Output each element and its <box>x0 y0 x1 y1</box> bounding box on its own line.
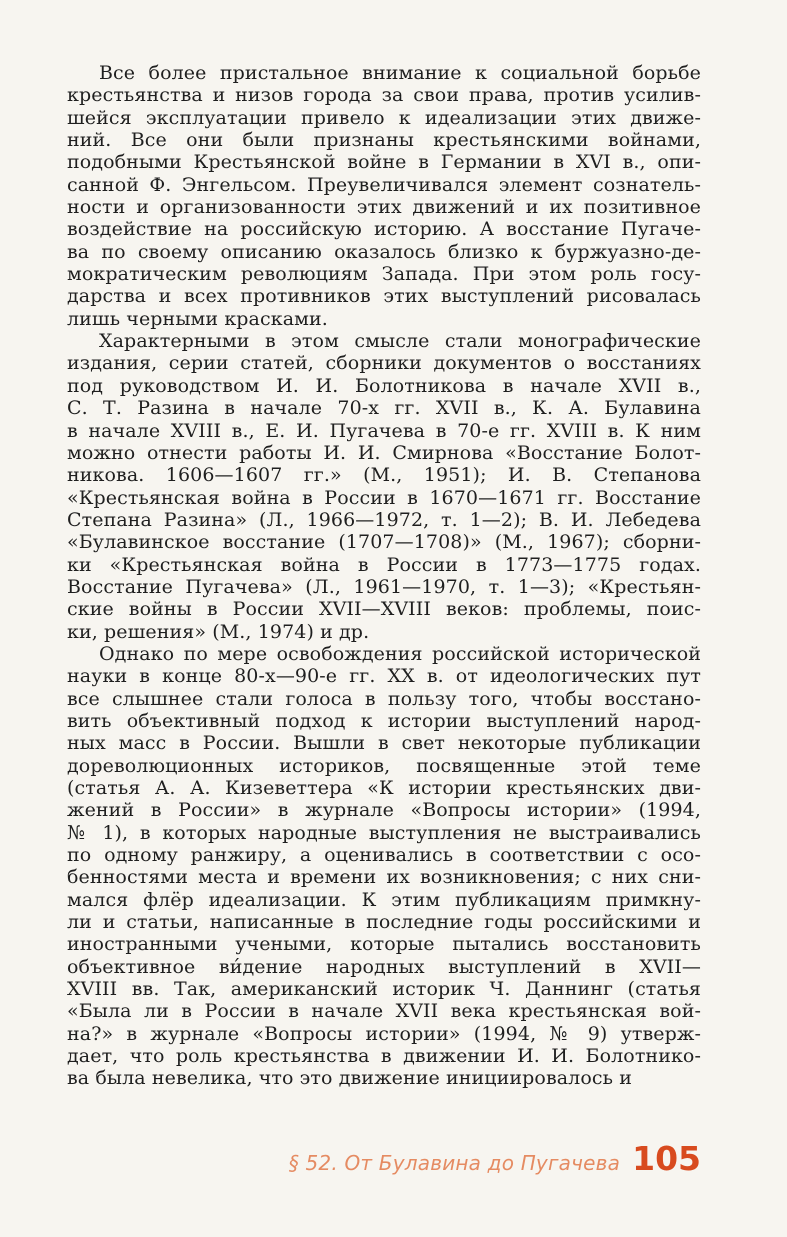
text-line: № 1), в которых народные выступления не выстраивались <box>67 821 701 844</box>
text-line: Все более пристальное внимание к социальной борьбе <box>99 62 701 84</box>
text-line: ли и статьи, написанные в последние годы российскими и <box>67 911 701 934</box>
text-line: крестьянства и низов города за свои права, против усилив- <box>67 84 701 107</box>
text-line: жений в России» в журнале «Вопросы истории» (1994, <box>67 799 701 822</box>
text-line: все слышнее стали голоса в пользу того, чтобы восстано- <box>67 687 701 710</box>
text-line: дарства и всех противников этих выступлений рисовалась <box>67 285 701 308</box>
text-line: можно отнести работы И. И. Смирнова «Восстание Болот- <box>67 441 701 464</box>
text-line: на?» в журнале «Вопросы истории» (1994, № 9) утверж- <box>67 1022 701 1045</box>
text-line: ва по своему описанию оказалось близко к буржуазно-де- <box>67 240 701 263</box>
text-line: ва была невелика, что это движение инициировалось и <box>67 1067 632 1090</box>
text-line: Однако по мере освобождения российской исторической <box>99 642 701 665</box>
text-line: в начале XVIII в., Е. И. Пугачева в 70-е гг. XVIII в. К ним <box>67 419 701 442</box>
text-line: издания, серии статей, сборники документов о восстаниях <box>67 352 701 375</box>
text-line: санной Ф. Энгельсом. Преувеличивался элемент сознатель- <box>67 173 701 196</box>
text-line: XVIII вв. Так, американский историк Ч. Даннинг (статья <box>67 978 701 1001</box>
text-line: ские войны в России XVII—XVIII веков: проблемы, поис- <box>67 598 701 621</box>
paragraph <box>67 62 701 330</box>
text-line: (статья А. А. Кизеветтера «К истории крестьянских дви- <box>67 777 701 799</box>
paragraph <box>67 330 701 643</box>
text-line: по одному ранжиру, а оценивались в соответствии с осо- <box>67 844 701 867</box>
text-line: С. Т. Разина в начале 70-х гг. XVII в., К. А. Булавина <box>67 397 701 420</box>
text-line: дореволюционных историков, посвященные этой теме <box>67 754 701 777</box>
text-line: вить объективный подход к истории выступлений народ- <box>67 709 701 732</box>
running-head: § 52. От Булавина до Пугачева <box>288 1151 621 1175</box>
text-line: подобными Крестьянской войне в Германии в XVI в., опи- <box>67 151 701 174</box>
page-number: 105 <box>632 1139 701 1178</box>
text-line: шейся эксплуатации привело к идеализации этих движе- <box>67 106 701 129</box>
text-line: «Булавинское восстание (1707—1708)» (М., 1967); сборни- <box>67 531 701 554</box>
text-line: никова. 1606—1607 гг.» (М., 1951); И. В. Степанова <box>67 464 701 487</box>
page-footer <box>289 1139 701 1183</box>
text-line: Восстание Пугачева» (Л., 1961—1970, т. 1—3); «Крестьян- <box>67 575 701 598</box>
text-line: мократическим революциям Запада. При этом роль госу- <box>67 263 701 286</box>
text-line: Степана Разина» (Л., 1966—1972, т. 1—2); В. И. Лебедева <box>67 508 701 531</box>
text-line: ных масс в России. Вышли в свет некоторые публикации <box>67 732 701 755</box>
text-line: ности и организованности этих движений и их позитивное <box>67 196 701 219</box>
text-line: лишь черными красками. <box>67 307 328 330</box>
text-line: объективное ви́дение народных выступлений в XVII— <box>67 955 701 978</box>
text-line: «Крестьянская война в России в 1670—1671 гг. Восстание <box>67 486 701 509</box>
body-text <box>67 62 701 1090</box>
text-line: Характерными в этом смысле стали монографические <box>99 330 701 353</box>
text-line: ний. Все они были признаны крестьянскими войнами, <box>67 129 701 152</box>
text-line: ки «Крестьянская война в России в 1773—1775 годах. <box>67 553 701 576</box>
text-line: под руководством И. И. Болотникова в начале XVII в., <box>67 374 701 397</box>
text-line: воздействие на российскую историю. А восстание Пугаче- <box>67 218 701 241</box>
text-line: иностранными учеными, которые пытались восстановить <box>67 933 701 956</box>
text-line: дает, что роль крестьянства в движении И. И. Болотнико- <box>67 1045 701 1068</box>
text-line: науки в конце 80-х—90-е гг. XX в. от идеологических пут <box>67 665 701 688</box>
text-line: бенностями места и времени их возникновения; с них сни- <box>67 866 701 889</box>
paragraph <box>67 643 701 1090</box>
text-line: ки, решения» (М., 1974) и др. <box>67 620 370 643</box>
text-line: мался флёр идеализации. К этим публикациям примкну- <box>67 888 701 911</box>
text-line: «Была ли в России в начале XVII века крестьянская вой- <box>67 1000 701 1023</box>
